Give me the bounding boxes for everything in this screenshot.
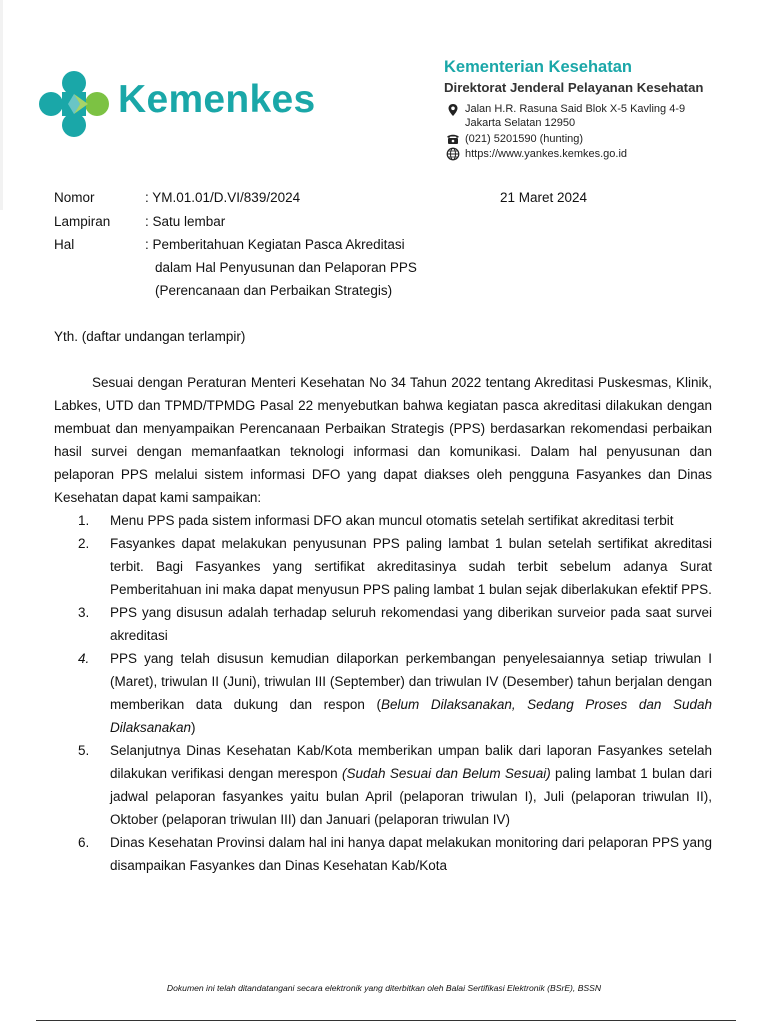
list-item-text: PPS yang telah disusun kemudian dilaporkan perkembangan penyelesaiannya setiap triwulan I (Maret), triwulan II (Juni), triwulan III (September) dan triwulan IV (Desember) tahun berjalan dengan memberikan data dukung dan respon ( xyxy=(110,651,712,712)
logo-wordmark: Kemenkes xyxy=(118,78,316,121)
lampiran-label: Lampiran xyxy=(54,214,111,229)
list-item xyxy=(54,509,712,532)
list-item-number: 3. xyxy=(78,605,90,620)
list-item-number: 5. xyxy=(78,743,90,758)
website-link[interactable]: https://www.yankes.kemkes.go.id xyxy=(465,148,628,160)
location-icon xyxy=(446,103,460,117)
salutation: Yth. (daftar undangan terlampir) xyxy=(54,329,246,344)
list-item-number: 2. xyxy=(78,536,90,551)
hal-line-1: : Pemberitahuan Kegiatan Pasca Akreditasi xyxy=(145,237,405,252)
page-edge xyxy=(0,0,3,210)
list-item xyxy=(54,601,712,647)
list-item-text: PPS yang disusun adalah terhadap seluruh rekomendasi yang diberikan surveior pada saat survei akreditasi xyxy=(110,605,712,643)
list-item xyxy=(54,647,712,739)
list-item-text: Dinas Kesehatan Provinsi dalam hal ini hanya dapat melakukan monitoring dari pelaporan PPS yang disampaikan Fasyankes dan Dinas Kesehatan Kab/Kota xyxy=(110,835,712,873)
list-item-text: Menu PPS pada sistem informasi DFO akan muncul otomatis setelah sertifikat akreditasi terbit xyxy=(110,513,674,528)
address-line-1: Jalan H.R. Rasuna Said Blok X-5 Kavling 4-9 xyxy=(465,103,686,115)
list-item-number: 1. xyxy=(78,513,90,528)
list-item xyxy=(54,831,712,877)
nomor-value: : YM.01.01/D.VI/839/2024 xyxy=(145,190,301,205)
list-item-italic: Belum Dilaksanakan, Sedang Proses dan Sudah Dilaksanakan xyxy=(110,697,713,735)
hal-line-3: (Perencanaan dan Perbaikan Strategis) xyxy=(155,283,393,298)
phone-icon xyxy=(446,132,460,146)
ministry-name: Kementerian Kesehatan xyxy=(444,58,632,76)
list-item xyxy=(54,532,712,601)
nomor-label: Nomor xyxy=(54,190,95,205)
hal-line-2: dalam Hal Penyusunan dan Pelaporan PPS xyxy=(155,260,417,275)
directorate-name: Direktorat Jenderal Pelayanan Kesehatan xyxy=(444,80,704,95)
lampiran-value: : Satu lembar xyxy=(145,214,226,229)
list-item-text-end: paling lambat 1 bulan dari jadwal pelaporan fasyankes yaitu bulan April (pelaporan triwulan I), Juli (pelaporan triwulan II), Oktober (pelaporan triwulan III) dan Januari (pelaporan triwulan IV) xyxy=(110,766,712,827)
kemenkes-logo-icon xyxy=(38,70,110,140)
address-line-2: Jakarta Selatan 12950 xyxy=(465,117,576,129)
list-item-text-end: ) xyxy=(191,720,196,735)
phone-number: (021) 5201590 (hunting) xyxy=(465,133,584,145)
list-item-text: Fasyankes dapat melakukan penyusunan PPS paling lambat 1 bulan setelah sertifikat akreditasi terbit. Bagi Fasyankes yang sertifikat akreditasinya sudah terbit sebelum adanya Surat Pemberitahuan ini maka dapat menyusun PPS paling lambat 1 bulan sejak diberlakukan efektif PPS. xyxy=(110,536,712,597)
list-item-text: Selanjutnya Dinas Kesehatan Kab/Kota memberikan umpan balik dari laporan Fasyankes setelah dilakukan verifikasi dengan merespon xyxy=(110,743,712,781)
globe-icon xyxy=(446,147,460,161)
list-item-number: 4. xyxy=(78,651,90,666)
footer-divider xyxy=(36,1020,736,1021)
esign-footer-note: Dokumen ini telah ditandatangani secara elektronik yang diterbitkan oleh Balai Sertifikasi Elektronik (BSrE), BSSN xyxy=(166,983,602,993)
list-item-italic: (Sudah Sesuai dan Belum Sesuai) xyxy=(341,766,551,781)
list-item-number: 6. xyxy=(78,835,90,850)
numbered-list xyxy=(54,509,712,877)
letter-date: 21 Maret 2024 xyxy=(500,190,588,205)
list-item xyxy=(54,739,712,831)
intro-paragraph: Sesuai dengan Peraturan Menteri Kesehatan No 34 Tahun 2022 tentang Akreditasi Puskesmas, Klinik, Labkes, UTD dan TPMD/TPMDG Pasal 22 menyebutkan bahwa kegiatan pasca akreditasi dilakukan dengan membuat dan menyampaikan Perencanaan Perbaikan Strategis (PPS) berdasarkan rekomendasi perbaikan hasil survei dengan memanfaatkan teknologi informasi dan komunikasi. Dalam hal penyusunan dan pelaporan PPS melalui sistem informasi DFO yang dapat diakses oleh pengguna Fasyankes dan Dinas Kesehatan dapat kami sampaikan: xyxy=(54,375,712,505)
hal-label: Hal xyxy=(54,237,75,252)
